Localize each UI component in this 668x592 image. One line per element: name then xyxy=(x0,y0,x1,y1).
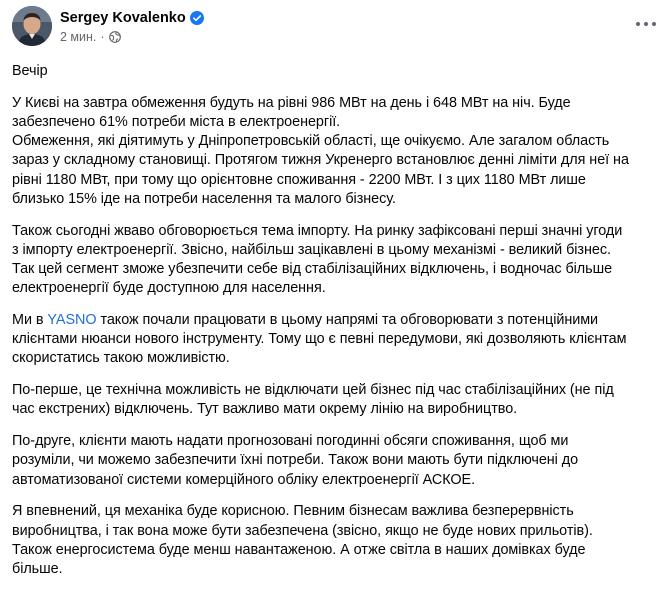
text-line: зараз у складному становищі. Протягом тижня Укренерго встановлює денні ліміти для неї на xyxy=(12,152,629,169)
text-fragment: також почали працювати в цьому напрямі та обговорювати з потенційними xyxy=(96,312,599,329)
text-line: Обмеження, які діятимуть у Дніпропетровській області, ще очікуємо. Але загалом область xyxy=(12,133,610,150)
post-time-row xyxy=(60,30,204,44)
text-line: По-друге, клієнти мають надати прогнозовані погодинні обсяги споживання, щоб ми xyxy=(12,433,569,450)
post-header xyxy=(12,6,204,46)
verified-badge-icon xyxy=(190,11,204,25)
text-line: Так цей сегмент зможе убезпечити себе від стабілізаційних відключень, і водночас більше xyxy=(12,261,613,278)
post-paragraph xyxy=(12,94,652,209)
more-options-dot xyxy=(652,22,656,26)
more-options-dot xyxy=(636,22,640,26)
text-line: Також енергосистема буде менш навантаженою. А отже світла в наших домівках буде xyxy=(12,541,586,558)
post-paragraph xyxy=(12,381,652,419)
post-timestamp[interactable]: 2 мин. xyxy=(60,29,97,44)
text-line: забезпечено 61% потреби міста в електроенергії. xyxy=(12,114,341,130)
more-options-icon[interactable] xyxy=(636,17,656,31)
more-options-dot xyxy=(644,22,648,26)
text-line: розуміли, чи можемо забезпечити їхні потреби. Також вони мають бути підключені до xyxy=(12,452,579,469)
post-paragraph xyxy=(12,502,652,579)
text-line: Я впевнений, ця механіка буде корисною. Певним бізнесам важлива безперервність xyxy=(12,503,574,520)
text-line: виробництва, і так вона може бути забезпечена (звісно, якщо не буде нових прильотів). xyxy=(12,522,593,539)
post-paragraph xyxy=(12,432,652,490)
yasno-link[interactable]: YASNO xyxy=(47,312,97,329)
text-line: рівні 1180 МВт, при тому що орієнтовне споживання - 2200 МВт. І з цих 1180 МВт лише xyxy=(12,171,586,188)
text-line: клієнтами нюанси нового інструменту. Тому що є певні передумови, які дозволяють клієнтам xyxy=(12,331,627,348)
text-line: близько 15% іде на потреби населення та малого бізнесу. xyxy=(12,190,396,207)
text-line: електроенергії буде доступною для населення. xyxy=(12,280,326,297)
text-line: з імпорту електроенергії. Звісно, найбільш зацікавлені в цьому механізмі - великий бізнес. xyxy=(12,241,611,258)
text-line: скористатись такою можливістю. xyxy=(12,350,230,367)
text-line: По-перше, це технічна можливість не відключати цей бізнес під час стабілізаційних (не під xyxy=(12,382,614,399)
text-line xyxy=(12,311,652,330)
post-body xyxy=(12,62,652,592)
separator-dot: · xyxy=(100,29,105,44)
text-line: час екстрених) відключень. Тут важливо мати окрему лінію на виробництво. xyxy=(12,401,518,418)
text-fragment: Ми в xyxy=(12,312,48,329)
author-name[interactable]: Sergey Kovalenko xyxy=(60,10,186,26)
post-paragraph xyxy=(12,222,652,299)
text-line: Вечір xyxy=(12,63,48,79)
post-meta xyxy=(60,9,204,44)
text-line: автоматизованої системи комерційного обліку електроенергії АСКОЕ. xyxy=(12,471,476,488)
post-paragraph xyxy=(12,62,652,81)
post-paragraph xyxy=(12,311,652,369)
author-row xyxy=(60,9,204,28)
author-avatar[interactable] xyxy=(12,6,52,46)
text-line: У Києві на завтра обмеження будуть на рівні 986 МВт на день і 648 МВт на ніч. Буде xyxy=(12,94,571,111)
text-line: більше. xyxy=(12,561,63,578)
globe-icon[interactable] xyxy=(109,31,121,43)
text-line: Також сьогодні жваво обговорюється тема імпорту. На ринку зафіксовані перші значні угоди xyxy=(12,222,623,239)
